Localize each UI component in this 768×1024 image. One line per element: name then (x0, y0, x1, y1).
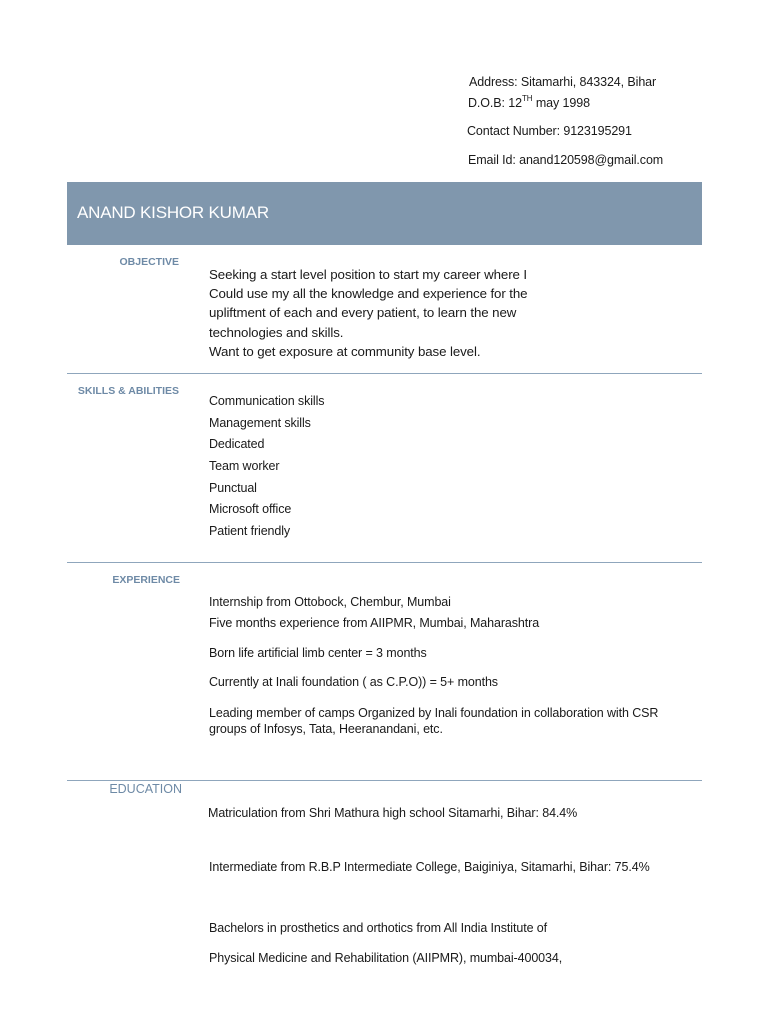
experience-item: groups of Infosys, Tata, Heeranandani, etc. (209, 722, 443, 736)
address-text: Address: Sitamarhi, 843324, Bihar (469, 75, 657, 89)
objective-line: Want to get exposure at community base level. (209, 343, 481, 359)
experience-item: Leading member of camps Organized by Inali foundation in collaboration with CSR (209, 706, 659, 720)
dob-suffix: may 1998 (532, 96, 590, 111)
skill-item: Microsoft office (209, 502, 292, 516)
education-item: Matriculation from Shri Mathura high school Sitamarhi, Bihar: 84.4% (208, 806, 578, 820)
skill-item: Team worker (209, 459, 280, 473)
objective-line: Seeking a start level position to start my career where I (209, 267, 528, 282)
education-item: Bachelors in prosthetics and orthotics from All India Institute of (209, 921, 548, 935)
skills-label: SKILLS & ABILITIES (77, 385, 179, 397)
skill-item: Punctual (209, 481, 257, 495)
dob-prefix: D.O.B: 12 (468, 96, 522, 111)
objective-line: technologies and skills. (209, 324, 344, 340)
section-divider (67, 562, 702, 563)
skill-item: Patient friendly (209, 524, 291, 538)
candidate-name: ANAND KISHOR KUMAR (77, 203, 269, 222)
experience-label: EXPERIENCE (112, 574, 180, 586)
dob-text (468, 95, 590, 110)
skill-item: Communication skills (209, 394, 325, 408)
name-banner (67, 182, 702, 245)
objective-line: Could use my all the knowledge and experience for the (209, 286, 528, 302)
experience-item: Currently at Inali foundation ( as C.P.O)) = 5+ months (209, 675, 498, 689)
objective-line: upliftment of each and every patient, to learn the new (209, 305, 517, 321)
skill-item: Dedicated (209, 437, 265, 451)
dob-superscript: TH (521, 94, 533, 103)
education-item: Physical Medicine and Rehabilitation (AIIPMR), mumbai-400034, (209, 951, 563, 965)
experience-item: Five months experience from AIIPMR, Mumbai, Maharashtra (209, 616, 540, 630)
objective-text (209, 265, 527, 361)
section-divider (67, 373, 702, 374)
objective-label: OBJECTIVE (119, 256, 179, 268)
section-divider (67, 780, 702, 781)
experience-item: Internship from Ottobock, Chembur, Mumbai (209, 595, 451, 609)
education-label: EDUCATION (109, 782, 182, 796)
email-text: Email Id: anand120598@gmail.com (468, 153, 664, 167)
education-item: Intermediate from R.B.P Intermediate College, Baiginiya, Sitamarhi, Bihar: 75.4% (209, 860, 650, 874)
phone-text: Contact Number: 9123195291 (467, 124, 632, 138)
experience-item: Born life artificial limb center = 3 months (209, 646, 427, 660)
skill-item: Management skills (209, 416, 311, 430)
